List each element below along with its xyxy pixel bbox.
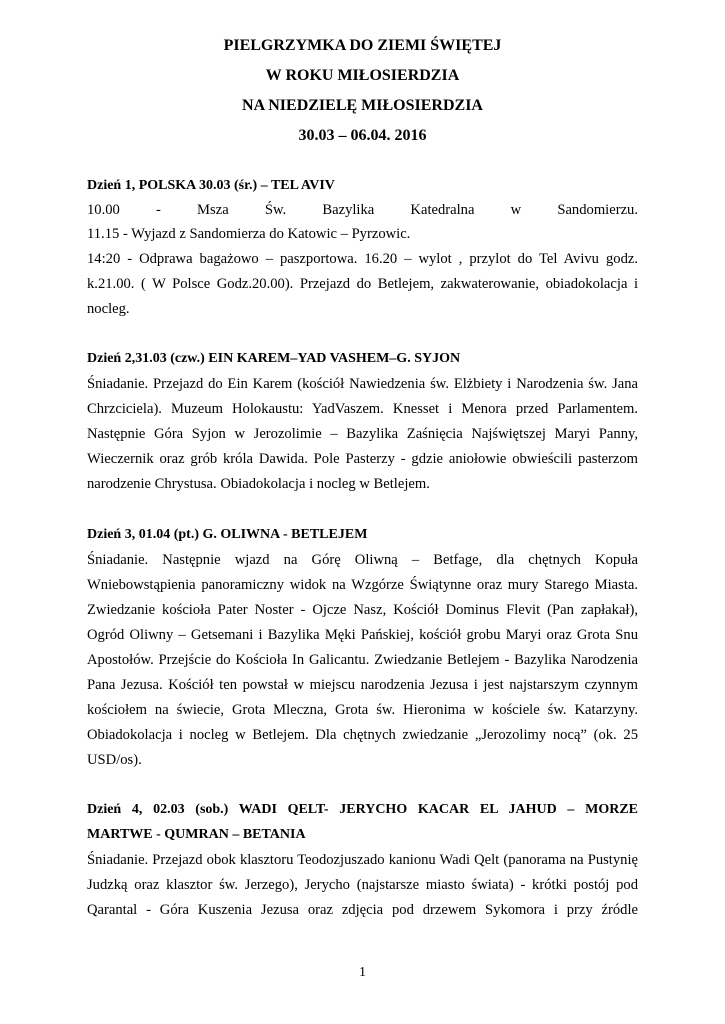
document-title-line-3: NA NIEDZIELĘ MIŁOSIERDZIA	[242, 97, 483, 114]
day-4-line: Judzką oraz klasztor św. Jerzego), Jerycho (najstarsze miasto świata) - krótki postój pod	[87, 877, 638, 893]
day-1-line: 10.00 - Msza Św. Bazylika Katedralna w Sandomierzu.	[87, 202, 638, 218]
day-3-line: kościołem na świecie, Grota Mleczna, Grota św. Hieronima w kościele św. Katarzyny.	[87, 702, 638, 718]
day-3-heading: Dzień 3, 01.04 (pt.) G. OLIWNA - BETLEJEM	[87, 527, 368, 542]
day-2-heading: Dzień 2,31.03 (czw.) EIN KAREM–YAD VASHEM–G. SYJON	[87, 351, 461, 366]
day-3-line: Wniebowstąpienia panoramiczny widok na Wzgórze Świątynne oraz mury Starego Miasta.	[87, 577, 638, 593]
day-1-heading: Dzień 1, POLSKA 30.03 (śr.) – TEL AVIV	[87, 178, 335, 193]
day-2-line: narodzenie Chrystusa. Obiadokolacja i nocleg w Betlejem.	[87, 476, 430, 492]
day-3-line: USD/os).	[87, 752, 142, 768]
page-number: 1	[359, 965, 366, 980]
day-2-line: Wieczernik oraz grób króla Dawida. Pole Pasterzy - gdzie aniołowie obwieścili pasterzom	[87, 451, 638, 467]
day-2-line: Śniadanie. Przejazd do Ein Karem (kościół Nawiedzenia św. Elżbiety i Narodzenia św. Jana	[87, 376, 638, 392]
day-4-line: Śniadanie. Przejazd obok klasztoru Teodozjuszado kanionu Wadi Qelt (panorama na Pustynię	[87, 852, 638, 868]
day-3-line: Zwiedzanie kościoła Pater Noster - Ojcze Nasz, Kościół Dominus Flevit (Pan zapłakał),	[87, 602, 638, 618]
day-3-line: Ogród Oliwny – Getsemani i Bazylika Męki Pańskiej, kościół grobu Maryi oraz Grota Snu	[87, 627, 638, 643]
document-title-dates: 30.03 – 06.04. 2016	[298, 127, 427, 144]
day-3-line: Apostołów. Przejście do Kościoła In Galicantu. Zwiedzanie Betlejem - Bazylika Narodzenia	[87, 652, 638, 668]
day-1-line: k.21.00. ( W Polsce Godz.20.00). Przejazd do Betlejem, zakwaterowanie, obiadokolacja i	[87, 276, 638, 292]
day-1-line: nocleg.	[87, 301, 130, 317]
day-1-line: 11.15 - Wyjazd z Sandomierza do Katowic – Pyrzowic.	[87, 226, 411, 242]
document-title-line-2: W ROKU MIŁOSIERDZIA	[265, 67, 460, 84]
day-3-line: Obiadokolacja i nocleg w Betlejem. Dla chętnych zwiedzanie „Jerozolimy nocą” (ok. 25	[87, 727, 638, 743]
day-1-line: 14:20 - Odprawa bagażowo – paszportowa. 16.20 – wylot , przylot do Tel Avivu godz.	[87, 251, 638, 267]
document-title-line-1: PIELGRZYMKA DO ZIEMI ŚWIĘTEJ	[223, 37, 502, 54]
day-2-line: Następnie Góra Syjon w Jerozolimie – Bazylika Zaśnięcia Najświętszej Maryi Panny,	[87, 426, 638, 442]
day-2-line: Chrzciciela). Muzeum Holokaustu: YadVaszem. Knesset i Menora przed Parlamentem.	[87, 401, 638, 417]
day-3-line: Pana Jezusa. Kościół ten powstał w miejscu narodzenia Jezusa i jest najstarszym czynnym	[87, 677, 638, 693]
day-4-heading: Dzień 4, 02.03 (sob.) WADI QELT- JERYCHO KACAR EL JAHUD – MORZE	[87, 802, 638, 817]
day-3-line: Śniadanie. Następnie wjazd na Górę Oliwną – Betfage, dla chętnych Kopuła	[87, 552, 638, 568]
day-4-heading-continued: MARTWE - QUMRAN – BETANIA	[87, 827, 306, 842]
day-4-line: Qarantal - Góra Kuszenia Jezusa oraz zdjęcia pod drzewem Sykomora i przy źródle	[87, 902, 638, 918]
